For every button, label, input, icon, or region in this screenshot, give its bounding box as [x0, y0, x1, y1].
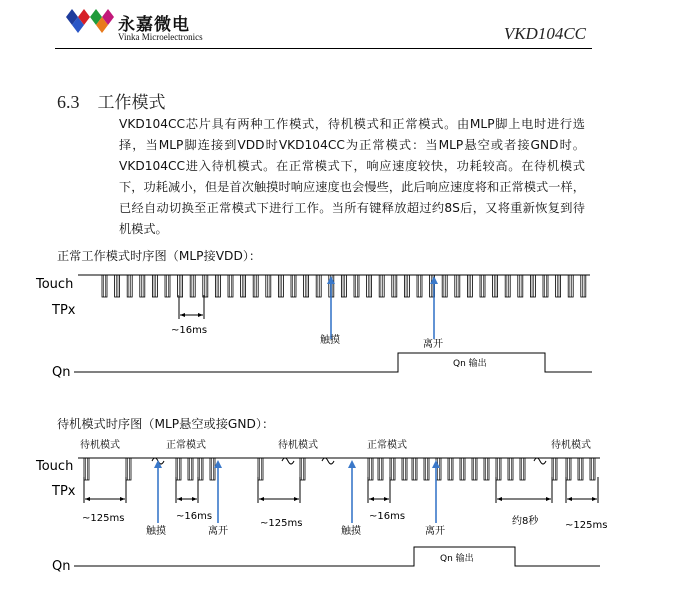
tpx-pulse: [530, 275, 535, 297]
tpx-pulse: [253, 275, 258, 297]
standby-touch-arrow-label-2: 触摸: [341, 526, 361, 537]
section-number: 6.3: [57, 92, 80, 112]
tpx-pulse: [379, 275, 384, 297]
standby-qn-label: Qn: [52, 559, 71, 574]
tpx-pulse: [556, 275, 561, 297]
tpx-pulse: [455, 275, 460, 297]
tpx-pulse: [424, 458, 429, 480]
tpx-pulse: [266, 275, 271, 297]
normal-pulse-train: [102, 275, 586, 297]
tpx-pulse: [518, 275, 523, 297]
tpx-pulse: [102, 275, 107, 297]
tpx-pulse: [412, 458, 417, 480]
tpx-pulse: [126, 458, 131, 480]
tpx-pulse: [417, 275, 422, 297]
tpx-pulse: [496, 458, 501, 480]
section-title: 工作模式: [97, 93, 166, 113]
tpx-pulse: [84, 458, 89, 480]
tpx-pulse: [210, 458, 215, 480]
tpx-pulse: [402, 458, 407, 480]
tpx-pulse: [127, 275, 132, 297]
tpx-pulse: [300, 458, 305, 480]
tpx-pulse: [568, 275, 573, 297]
normal-qn-waveform: [74, 353, 592, 372]
tpx-pulse: [190, 275, 195, 297]
tpx-pulse: [203, 275, 208, 297]
mode-standby-label-3: 待机模式: [551, 440, 591, 451]
standby-diagram-caption: 待机模式时序图（MLP悬空或接GND）：: [57, 417, 275, 431]
normal-tpx-label: TPx: [52, 303, 76, 318]
standby-period-label-16-1: ~16ms: [176, 511, 213, 522]
standby-touch-arrow-label-1: 触摸: [146, 526, 166, 537]
standby-qn-output-label: Qn 输出: [440, 554, 474, 564]
standby-tpx-label: TPx: [52, 484, 76, 499]
mode-normal-label-1: 正常模式: [166, 440, 206, 451]
tpx-pulse: [258, 458, 263, 480]
tpx-pulse: [520, 458, 525, 480]
tpx-pulse: [404, 275, 409, 297]
brand-name-en: Vinka Microelectronics: [118, 32, 203, 42]
tpx-pulse: [368, 458, 373, 480]
standby-period-spans: [84, 477, 598, 503]
tpx-pulse: [590, 458, 595, 480]
standby-period-label-125-1: ~125ms: [82, 513, 125, 524]
normal-qn-output-label: Qn 输出: [453, 359, 487, 369]
standby-qn-waveform: [74, 547, 600, 566]
normal-qn-label: Qn: [52, 365, 71, 380]
tpx-pulse: [215, 275, 220, 297]
tpx-pulse: [390, 458, 395, 480]
tpx-pulse: [581, 275, 586, 297]
tpx-pulse: [578, 458, 583, 480]
tpx-pulse: [442, 275, 447, 297]
paragraph-text: VKD104CC芯片具有两种工作模式，待机模式和正常模式。由MLP脚上电时进行选择，当MLP脚连接到VDD时VKD104CC为正常模式：当MLP悬空或者接GND时。VKD104CC进入待机模式。在正常模式下，响应速度较快，功耗较高。在待机模式下，功耗减小，但是首次触摸时响应速度也会慢些，此后响应速度将和正常模式一样，已经自动切换至正常模式下进行工作。当所有键释放超过约8S后，又将重新恢复到待机模式。: [119, 117, 585, 236]
standby-period-label-125-3: ~125ms: [565, 520, 608, 531]
standby-period-label-125-2: ~125ms: [260, 518, 303, 529]
mode-standby-label-1: 待机模式: [80, 440, 120, 451]
tpx-pulse: [378, 458, 383, 480]
standby-pulse-train: [84, 458, 595, 480]
body-paragraph: [119, 114, 585, 240]
tpx-pulse: [448, 458, 453, 480]
tpx-pulse: [472, 458, 477, 480]
tpx-pulse: [484, 458, 489, 480]
tpx-pulse: [543, 275, 548, 297]
normal-period-label: ~16ms: [171, 325, 208, 336]
tpx-pulse: [188, 458, 193, 480]
normal-touch-arrow-label: 触摸: [320, 335, 340, 346]
standby-touch-arrowhead-icon-2: [348, 460, 356, 468]
tpx-pulse: [198, 458, 203, 480]
tpx-pulse: [505, 275, 510, 297]
tpx-pulse: [152, 275, 157, 297]
standby-touch-label: Touch: [36, 459, 74, 474]
tpx-pulse: [566, 458, 571, 480]
normal-diagram-caption: 正常工作模式时序图（MLP接VDD）：: [57, 249, 262, 263]
tpx-pulse: [178, 275, 183, 297]
standby-period-label-16-2: ~16ms: [369, 511, 406, 522]
header-divider: [55, 48, 592, 49]
tpx-pulse: [165, 275, 170, 297]
tpx-pulse: [552, 458, 557, 480]
tpx-pulse: [467, 275, 472, 297]
tpx-pulse: [241, 275, 246, 297]
tpx-pulse: [316, 275, 321, 297]
brand-name-cn: 永嘉微电: [118, 15, 190, 35]
tpx-pulse: [367, 275, 372, 297]
page-header: [0, 0, 693, 52]
normal-timing-diagram: [0, 265, 693, 385]
tpx-pulse: [341, 275, 346, 297]
tpx-pulse: [354, 275, 359, 297]
standby-release-arrowhead-icon-2: [432, 460, 440, 468]
standby-break-marks: [152, 458, 546, 464]
tpx-pulse: [392, 275, 397, 297]
tpx-pulse: [304, 275, 309, 297]
standby-release-arrow-label-2: 离开: [425, 526, 445, 537]
tpx-pulse: [460, 458, 465, 480]
mode-standby-label-2: 待机模式: [278, 440, 318, 451]
standby-period-label-8s: 约8秒: [512, 516, 539, 527]
standby-release-arrow-label-1: 离开: [208, 526, 228, 537]
tpx-pulse: [278, 275, 283, 297]
tpx-pulse: [480, 275, 485, 297]
tpx-pulse: [508, 458, 513, 480]
tpx-pulse: [176, 458, 181, 480]
tpx-pulse: [140, 275, 145, 297]
tpx-pulse: [228, 275, 233, 297]
tpx-pulse: [291, 275, 296, 297]
standby-timing-diagram: [0, 433, 693, 593]
normal-release-arrow-label: 离开: [423, 339, 443, 350]
tpx-pulse: [115, 275, 120, 297]
section-heading: [57, 88, 166, 113]
tpx-pulse: [493, 275, 498, 297]
normal-touch-label: Touch: [36, 277, 74, 292]
mode-normal-label-2: 正常模式: [367, 440, 407, 451]
document-code: VKD104CC: [503, 24, 586, 43]
